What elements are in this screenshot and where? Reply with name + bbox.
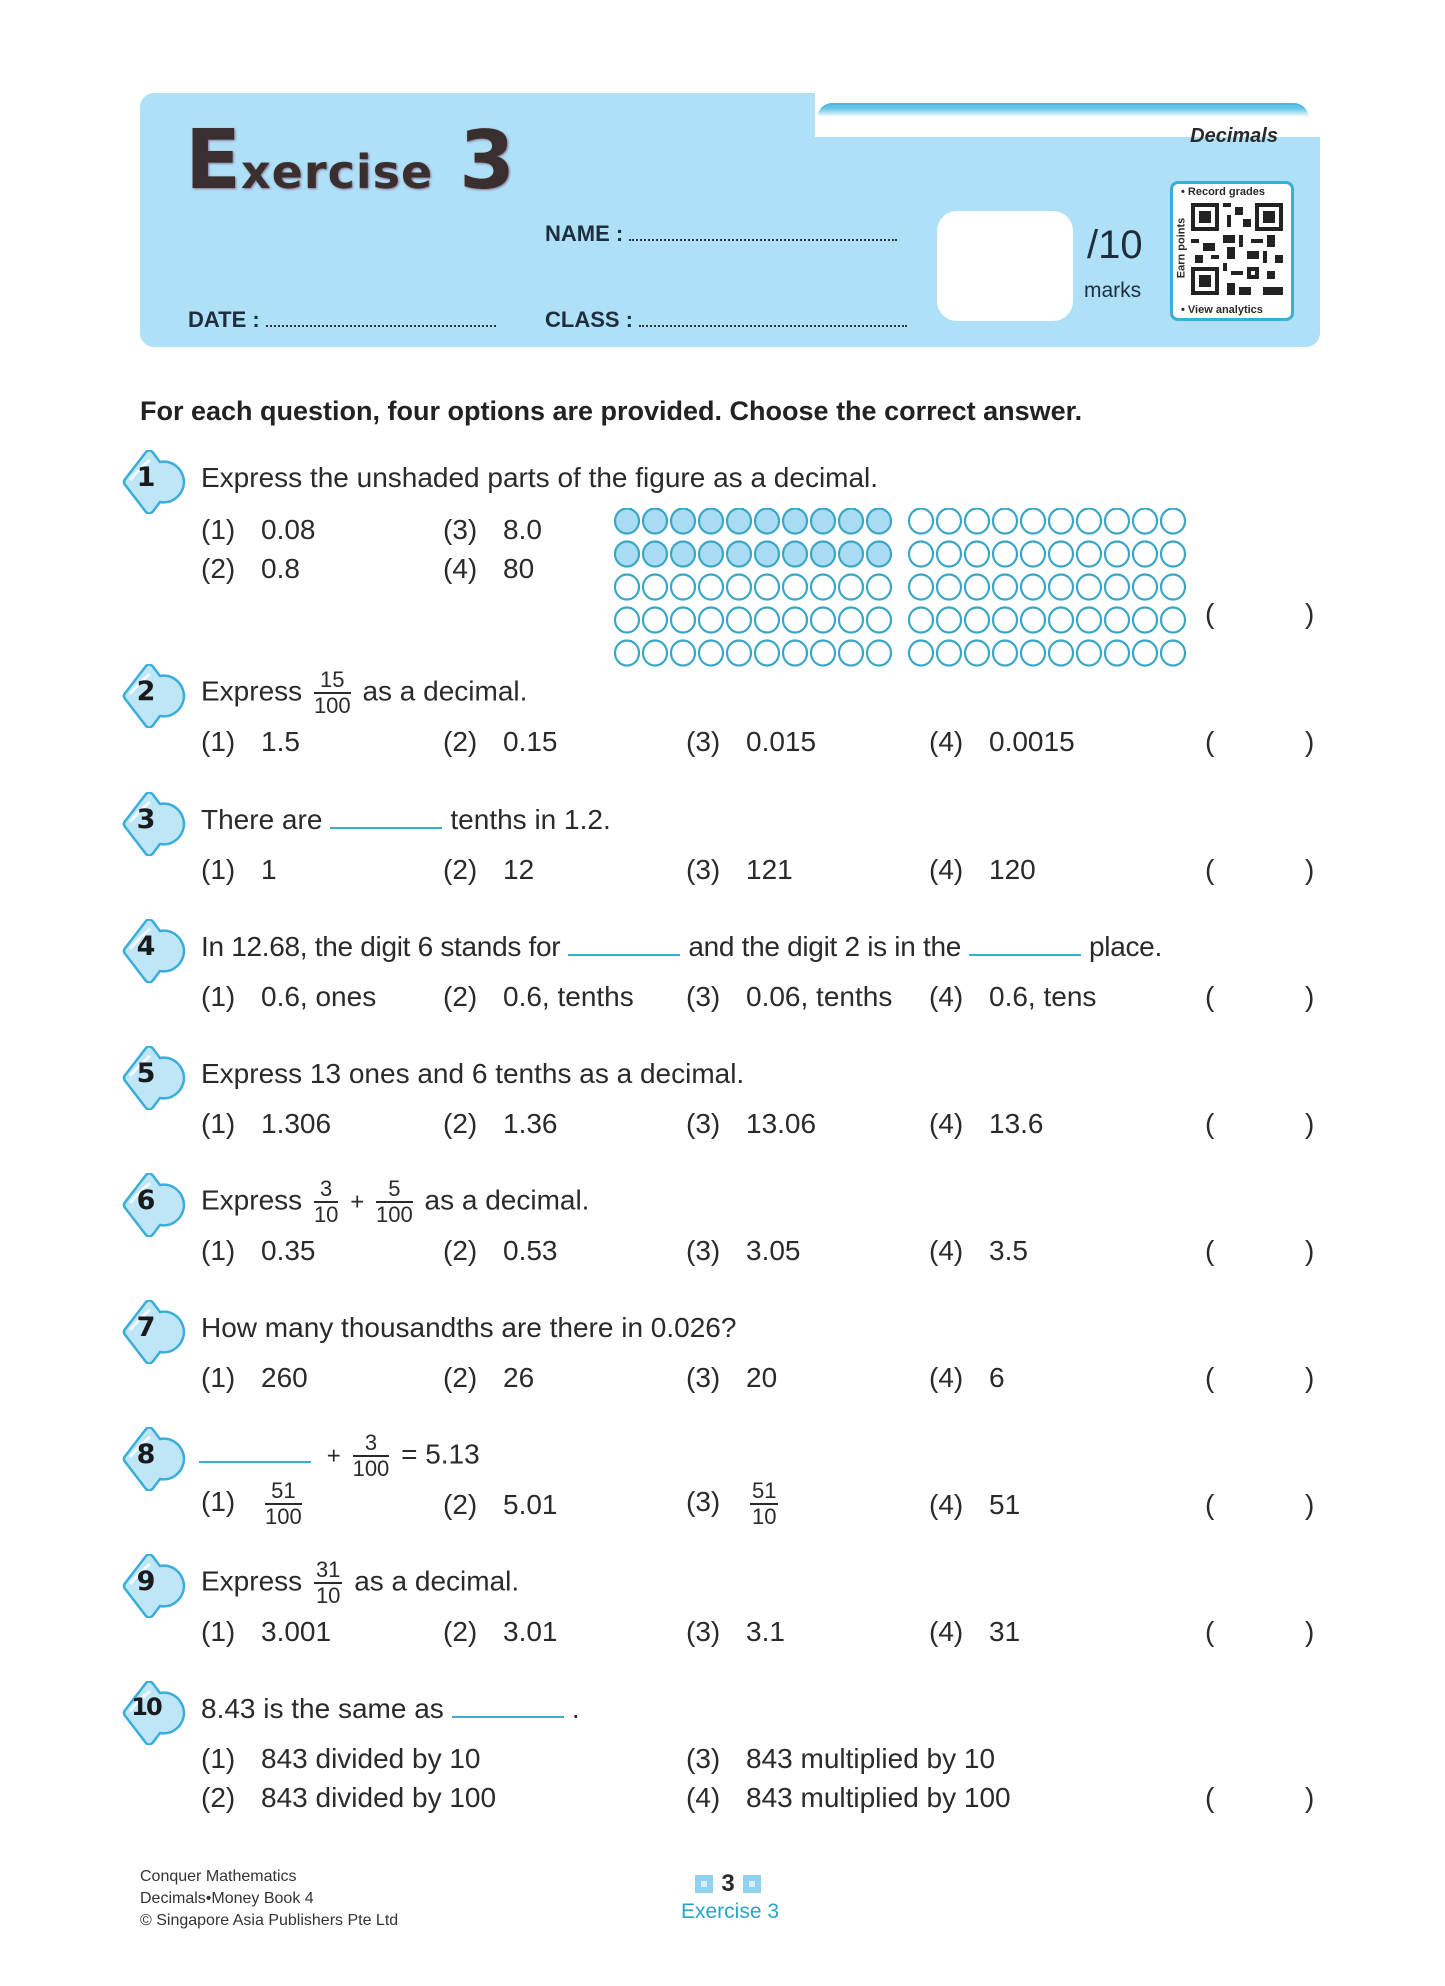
- option-number: (1): [201, 1616, 236, 1647]
- option-value: 3.01: [503, 1616, 558, 1647]
- option-number: (2): [443, 1108, 478, 1139]
- option-number: (2): [443, 854, 478, 885]
- paren-close: ): [1305, 726, 1315, 757]
- question-text: [199, 1431, 480, 1481]
- option-4[interactable]: [929, 981, 1096, 1013]
- text-part: .: [571, 1693, 580, 1724]
- answer-blank: [568, 954, 680, 956]
- question-number-badge: [120, 1173, 190, 1233]
- text-part: Express: [201, 1184, 303, 1216]
- option-value: 260: [261, 1362, 308, 1393]
- denominator: 10: [315, 1583, 341, 1608]
- option-2[interactable]: [443, 1489, 558, 1521]
- fraction: [750, 1479, 778, 1529]
- option-value: 3.05: [746, 1235, 801, 1266]
- paren-close: ): [1305, 598, 1315, 629]
- denominator: 100: [352, 1456, 390, 1481]
- option-value: 0.6, tenths: [503, 981, 634, 1012]
- option-4[interactable]: [929, 726, 1075, 758]
- denominator: 100: [376, 1202, 413, 1227]
- question-number: 3: [136, 804, 156, 835]
- answer-blank: [330, 827, 442, 829]
- option-number: (3): [686, 981, 721, 1012]
- date-field[interactable]: [188, 307, 496, 333]
- option-value: 0.08: [261, 514, 316, 545]
- qr-bottom-label: • View analytics: [1181, 304, 1263, 316]
- option-number: (4): [929, 1235, 964, 1266]
- option-value: 0.35: [261, 1235, 316, 1266]
- qr-card[interactable]: [1170, 181, 1294, 321]
- paren-close: ): [1305, 1489, 1315, 1520]
- option-number: (4): [929, 1616, 964, 1647]
- footer-credits: [140, 1866, 398, 1932]
- option-number: (3): [686, 1486, 721, 1518]
- option-value: 843 divided by 10: [261, 1743, 481, 1774]
- option-value: 3.1: [746, 1616, 785, 1647]
- question-text: [201, 931, 1162, 963]
- question-number: 2: [136, 676, 156, 707]
- paren-close: ): [1305, 1108, 1315, 1139]
- answer-blank: [452, 1716, 564, 1718]
- question-number-badge: [120, 792, 190, 852]
- question-text: [201, 668, 527, 718]
- name-input-line[interactable]: [629, 237, 897, 241]
- option-1[interactable]: [201, 726, 300, 758]
- option-1[interactable]: [201, 854, 277, 886]
- title-rest: xercise: [241, 145, 434, 199]
- option-4[interactable]: [929, 1616, 1020, 1648]
- class-field[interactable]: [545, 307, 907, 333]
- option-number: (4): [929, 981, 964, 1012]
- question-text: [201, 1177, 589, 1227]
- question-number: 6: [136, 1185, 156, 1216]
- option-number: (3): [686, 1235, 721, 1266]
- fraction: [314, 1558, 342, 1608]
- question-number: 7: [136, 1312, 156, 1343]
- option-value: 26: [503, 1362, 535, 1393]
- option-1[interactable]: [201, 981, 376, 1013]
- option-1[interactable]: [201, 1362, 308, 1394]
- option-value: 0.15: [503, 726, 558, 757]
- text-part: as a decimal.: [424, 1184, 590, 1216]
- option-number: (2): [201, 1782, 236, 1813]
- option-1[interactable]: [201, 1479, 306, 1529]
- paren-open: (: [1205, 981, 1215, 1012]
- option-value: 1.5: [261, 726, 300, 757]
- question-number-badge: [120, 1300, 190, 1360]
- option-number: (1): [201, 981, 236, 1012]
- qr-code-icon[interactable]: [1191, 202, 1283, 296]
- subject-label: Decimals: [1190, 125, 1278, 147]
- text-part: There are: [201, 804, 323, 835]
- option-value: 121: [746, 854, 793, 885]
- subject-tab: [818, 103, 1308, 147]
- paren-open: (: [1205, 1782, 1215, 1813]
- question-number-badge: [120, 1427, 190, 1487]
- option-2[interactable]: [443, 981, 634, 1013]
- text-part: Express: [201, 1565, 303, 1597]
- text-part: as a decimal.: [362, 675, 528, 707]
- option-number: (3): [686, 854, 721, 885]
- option-number: (3): [686, 1616, 721, 1647]
- option-value: 120: [989, 854, 1036, 885]
- option-number: (1): [201, 1108, 236, 1139]
- option-2[interactable]: [443, 1616, 558, 1648]
- option-number: (3): [686, 726, 721, 757]
- option-4[interactable]: [443, 553, 534, 585]
- numerator: 51: [752, 1478, 777, 1503]
- option-3[interactable]: [686, 1743, 995, 1775]
- text-part: 8.43 is the same as: [201, 1693, 444, 1724]
- name-label: NAME :: [545, 221, 624, 246]
- question-number: 1: [136, 462, 156, 493]
- option-3[interactable]: [443, 514, 542, 546]
- numerator: 5: [376, 1177, 413, 1203]
- option-number: (2): [443, 1616, 478, 1647]
- fraction: [376, 1177, 413, 1227]
- option-1[interactable]: [201, 1616, 331, 1648]
- paren-open: (: [1205, 1235, 1215, 1266]
- option-2[interactable]: [443, 1362, 534, 1394]
- text-part: and the digit 2 is in the: [688, 931, 962, 962]
- title-initial: E: [185, 113, 242, 208]
- question-text: [201, 804, 611, 836]
- question-number-badge: [120, 1046, 190, 1106]
- option-number: (2): [443, 1362, 478, 1393]
- option-number: (3): [443, 514, 478, 545]
- option-number: (1): [201, 854, 236, 885]
- option-value: 8.0: [503, 514, 542, 545]
- qr-side-label: Earn points: [1175, 217, 1188, 279]
- date-input-line[interactable]: [266, 323, 496, 327]
- option-number: (2): [443, 1235, 478, 1266]
- option-value: 13.6: [989, 1108, 1044, 1139]
- page-number: [683, 1870, 773, 1898]
- option-value: 0.06, tenths: [746, 981, 893, 1012]
- option-value: 1.306: [261, 1108, 332, 1139]
- text-part: In 12.68, the digit 6 stands for: [201, 931, 561, 962]
- exercise-number: 3: [459, 114, 515, 207]
- page-number-value: 3: [721, 1870, 735, 1897]
- option-number: (4): [929, 1489, 964, 1520]
- score-total: /10: [1087, 223, 1143, 267]
- option-value: 3.5: [989, 1235, 1028, 1266]
- option-number: (4): [929, 1362, 964, 1393]
- option-value: 12: [503, 854, 535, 885]
- answer-blank: [199, 1461, 311, 1463]
- option-2[interactable]: [443, 726, 558, 758]
- option-2[interactable]: [443, 1235, 558, 1267]
- question-number-badge: [120, 1681, 190, 1741]
- paren-open: (: [1205, 1616, 1215, 1647]
- paren-open: (: [1205, 1362, 1215, 1393]
- paren-close: ): [1305, 854, 1315, 885]
- option-value: 1.36: [503, 1108, 558, 1139]
- score-box[interactable]: [937, 211, 1073, 321]
- option-value: 0.6, tens: [989, 981, 1097, 1012]
- option-2[interactable]: [201, 1782, 496, 1814]
- qr-top-label: • Record grades: [1181, 186, 1265, 198]
- plus-sign: +: [350, 1188, 365, 1216]
- option-value: 0.6, ones: [261, 981, 377, 1012]
- option-number: (1): [201, 514, 236, 545]
- option-number: (4): [929, 854, 964, 885]
- option-4[interactable]: [686, 1782, 1011, 1814]
- option-number: (1): [201, 1362, 236, 1393]
- paren-open: (: [1205, 726, 1215, 757]
- option-value: 20: [746, 1362, 778, 1393]
- option-3[interactable]: [686, 1616, 785, 1648]
- option-number: (4): [686, 1782, 721, 1813]
- option-number: (4): [929, 726, 964, 757]
- paren-close: ): [1305, 1782, 1315, 1813]
- square-decoration-icon: [695, 1875, 713, 1893]
- option-3[interactable]: [686, 726, 816, 758]
- option-value: 0.015: [746, 726, 817, 757]
- page-exercise-label: Exercise 3: [680, 1900, 780, 1923]
- option-1[interactable]: [201, 1235, 316, 1267]
- paren-open: (: [1205, 1108, 1215, 1139]
- option-3[interactable]: [686, 1362, 777, 1394]
- option-value: 80: [503, 553, 535, 584]
- question-text: Express the unshaded parts of the figure as a decimal.: [201, 462, 879, 493]
- option-number: (1): [201, 726, 236, 757]
- option-3[interactable]: [686, 1479, 782, 1529]
- option-3[interactable]: [686, 1108, 816, 1140]
- question-text: How many thousandths are there in 0.026?: [201, 1312, 737, 1343]
- fraction: [314, 668, 351, 718]
- option-value: 13.06: [746, 1108, 817, 1139]
- option-4[interactable]: [929, 854, 1036, 886]
- option-value: 5.01: [503, 1489, 558, 1520]
- option-number: (2): [443, 981, 478, 1012]
- text-part: place.: [1089, 931, 1162, 962]
- option-4[interactable]: [929, 1108, 1044, 1140]
- question-number: 5: [136, 1058, 156, 1089]
- option-value: 31: [989, 1616, 1021, 1647]
- class-label: CLASS :: [545, 307, 633, 332]
- option-value: 51: [989, 1489, 1021, 1520]
- text-part: as a decimal.: [354, 1565, 520, 1597]
- option-number: (2): [443, 1489, 478, 1520]
- question-number: 9: [136, 1566, 156, 1597]
- option-1[interactable]: [201, 514, 316, 546]
- question-number-badge: [120, 919, 190, 979]
- option-3[interactable]: [686, 854, 793, 886]
- plus-sign: +: [326, 1442, 341, 1470]
- option-4[interactable]: [929, 1362, 1005, 1394]
- date-label: DATE :: [188, 307, 260, 332]
- text-part: Express: [201, 675, 303, 707]
- fraction: [265, 1479, 302, 1529]
- option-4[interactable]: [929, 1489, 1020, 1521]
- option-number: (2): [201, 553, 236, 584]
- question-number: 4: [136, 931, 156, 962]
- option-2[interactable]: [443, 854, 534, 886]
- circles-figure: [614, 508, 1186, 672]
- denominator: 100: [265, 1504, 302, 1529]
- option-number: (3): [686, 1743, 721, 1774]
- fraction: [314, 1177, 338, 1227]
- book-title: Decimals•Money Book 4: [140, 1890, 314, 1907]
- question-number: 10: [131, 1693, 161, 1721]
- denominator: 100: [313, 693, 351, 718]
- square-decoration-icon: [743, 1875, 761, 1893]
- question-text: Express 13 ones and 6 tenths as a decimal.: [201, 1058, 745, 1089]
- numerator: 51: [265, 1479, 302, 1505]
- option-value: 843 multiplied by 10: [746, 1743, 996, 1774]
- question-number-badge: [120, 450, 190, 510]
- option-number: (1): [201, 1235, 236, 1266]
- paren-close: ): [1305, 1616, 1315, 1647]
- denominator: 10: [313, 1202, 339, 1227]
- instructions: For each question, four options are provided. Choose the correct answer.: [140, 396, 1083, 426]
- option-value: 3.001: [261, 1616, 332, 1647]
- exercise-title: [185, 113, 515, 208]
- paren-open: (: [1205, 854, 1215, 885]
- option-value: 0.53: [503, 1235, 558, 1266]
- answer-blank: [969, 954, 1081, 956]
- class-input-line[interactable]: [639, 323, 907, 327]
- exercise-header: [140, 93, 1320, 347]
- option-4[interactable]: [929, 1235, 1028, 1267]
- option-3[interactable]: [686, 1235, 801, 1267]
- paren-close: ): [1305, 1362, 1315, 1393]
- option-value: 843 divided by 100: [261, 1782, 497, 1813]
- option-number: (1): [201, 1486, 236, 1518]
- option-number: (2): [443, 726, 478, 757]
- option-number: (1): [201, 1743, 236, 1774]
- option-value: 6: [989, 1362, 1005, 1393]
- paren-open: (: [1205, 598, 1215, 629]
- numerator: 3: [314, 1177, 338, 1203]
- question-text: [201, 1693, 580, 1725]
- equation-result: = 5.13: [401, 1438, 480, 1470]
- option-number: (4): [443, 553, 478, 584]
- option-value: 0.8: [261, 553, 300, 584]
- paren-open: (: [1205, 1489, 1215, 1520]
- option-1[interactable]: [201, 1108, 331, 1140]
- option-value: 843 multiplied by 100: [746, 1782, 1011, 1813]
- question-number-badge: [120, 1554, 190, 1614]
- option-2[interactable]: [201, 553, 300, 585]
- paren-close: ): [1305, 1235, 1315, 1266]
- paren-close: ): [1305, 981, 1315, 1012]
- name-field[interactable]: [545, 221, 897, 247]
- numerator: 3: [353, 1431, 390, 1457]
- question-number: 8: [136, 1439, 156, 1470]
- question-number-badge: [120, 664, 190, 724]
- book-series: Conquer Mathematics: [140, 1868, 297, 1885]
- option-value: 0.0015: [989, 726, 1075, 757]
- option-number: (3): [686, 1108, 721, 1139]
- score-unit: marks: [1084, 279, 1142, 302]
- denominator: 10: [752, 1504, 777, 1529]
- option-1[interactable]: [201, 1743, 481, 1775]
- option-number: (3): [686, 1362, 721, 1393]
- option-value: 1: [261, 854, 277, 885]
- option-2[interactable]: [443, 1108, 558, 1140]
- copyright: © Singapore Asia Publishers Pte Ltd: [140, 1912, 399, 1929]
- text-part: tenths in 1.2.: [450, 804, 611, 835]
- numerator: 15: [314, 668, 351, 694]
- question-text: [201, 1558, 519, 1608]
- option-number: (4): [929, 1108, 964, 1139]
- fraction: [353, 1431, 390, 1481]
- numerator: 31: [315, 1557, 341, 1582]
- option-3[interactable]: [686, 981, 892, 1013]
